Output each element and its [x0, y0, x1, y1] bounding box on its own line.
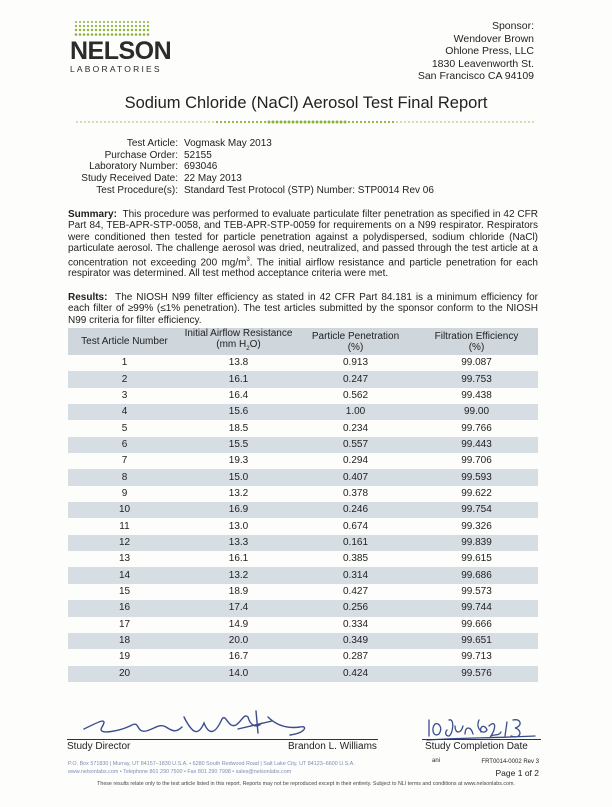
cell-airflow-resistance: 19.3	[228, 455, 249, 467]
sponsor-line: San Francisco CA 94109	[417, 70, 534, 83]
table-row	[68, 453, 538, 469]
header-filtration-efficiency: Filtration Efficiency (%)	[415, 328, 538, 355]
cell-airflow-resistance: 18.5	[228, 422, 249, 434]
summary-paragraph	[68, 209, 538, 280]
cell-test-article-number: 4	[68, 404, 181, 420]
cell-particle-penetration: 0.424	[296, 666, 415, 682]
cell-filtration-efficiency: 99.087	[461, 357, 492, 369]
director-signature-image	[80, 703, 310, 743]
cell-filtration-efficiency: 99.615	[461, 553, 492, 565]
cell-filtration-efficiency: 99.438	[461, 389, 492, 401]
header-test-article-number: Test Article Number	[68, 328, 181, 355]
results-table	[68, 328, 538, 682]
cell-airflow-resistance: 15.5	[181, 437, 296, 453]
sponsor-block	[418, 20, 534, 83]
cell-particle-penetration: 0.294	[342, 455, 369, 467]
info-row	[60, 173, 434, 185]
cell-airflow-resistance: 15.0	[181, 469, 296, 485]
table-row	[68, 535, 538, 551]
table-header-row	[68, 328, 538, 355]
completion-date-line	[422, 739, 541, 740]
table-row	[68, 371, 538, 387]
table-row	[68, 420, 538, 436]
sponsor-label: Sponsor:	[491, 20, 534, 32]
sponsor-line: Wendover Brown	[453, 32, 534, 45]
table-row	[68, 469, 538, 485]
cell-test-article-number: 18	[68, 633, 181, 649]
cell-filtration-efficiency: 99.766	[461, 422, 492, 434]
footer-address-line: P.O. Box 571830 | Murray, UT 84157–1830 U.S.A. • 6280 South Redwood Road | Salt Lake City, UT 84123–6600 U.S.A.	[68, 761, 355, 767]
table-row	[68, 502, 538, 518]
table-row	[68, 600, 538, 616]
footer-disclaimer: These results relate only to the test article listed in this report. Reports may not be reproduced except in their entirety. Subject to NLI terms and conditions at www.nelsonlabs.com.	[97, 781, 515, 787]
cell-airflow-resistance: 14.9	[228, 618, 249, 630]
cell-test-article-number: 6	[68, 437, 181, 453]
info-value: 52155	[184, 149, 212, 161]
report-title: Sodium Chloride (NaCl) Aerosol Test Final Report	[124, 94, 488, 112]
info-label: Study Received Date:	[81, 173, 178, 185]
cell-test-article-number: 19	[118, 651, 131, 663]
study-director-name: Brandon L. Williams	[288, 741, 377, 752]
cell-particle-penetration: 0.161	[296, 535, 415, 551]
study-director-label: Study Director	[67, 741, 131, 752]
info-row	[60, 138, 434, 150]
cell-filtration-efficiency: 99.622	[461, 487, 492, 499]
cell-filtration-efficiency: 99.839	[415, 535, 538, 551]
cell-test-article-number: 15	[118, 585, 131, 597]
cell-particle-penetration: 0.407	[296, 469, 415, 485]
results-text: The NIOSH N99 filter efficiency as stated in 42 CFR Part 84.181 is a minimum efficiency for each filter of ≥99% (≤1% penetration). The test articles submitted by the sponsor conform to the NIOSH N99 criteria for filter efficiency.	[68, 292, 538, 326]
page-number: Page 1 of 2	[495, 768, 539, 778]
cell-test-article-number: 14	[68, 567, 181, 583]
cell-filtration-efficiency: 99.573	[461, 585, 492, 597]
cell-airflow-resistance: 18.9	[228, 585, 249, 597]
cell-test-article-number: 8	[68, 469, 181, 485]
cell-test-article-number: 5	[121, 422, 128, 434]
summary-superscript: 3	[246, 256, 250, 263]
cell-particle-penetration: 0.247	[296, 371, 415, 387]
study-info	[60, 138, 434, 197]
table-row	[68, 584, 538, 600]
cell-particle-penetration: 0.557	[296, 437, 415, 453]
info-row	[60, 185, 434, 197]
cell-filtration-efficiency: 99.754	[415, 502, 538, 518]
cell-test-article-number: 12	[68, 535, 181, 551]
cell-test-article-number: 2	[68, 371, 181, 387]
cell-filtration-efficiency: 99.326	[461, 520, 492, 532]
cell-particle-penetration: 0.246	[296, 502, 415, 518]
table-row	[68, 437, 538, 453]
sponsor-line: Ohlone Press, LLC	[445, 45, 534, 58]
cell-filtration-efficiency: 99.443	[415, 437, 538, 453]
nelson-logo	[70, 20, 172, 80]
cell-airflow-resistance: 16.4	[228, 389, 249, 401]
info-value: Standard Test Protocol (STP) Number: STP0014 Rev 06	[184, 184, 434, 196]
cell-airflow-resistance: 13.8	[228, 357, 249, 369]
info-label: Test Procedure(s):	[96, 184, 178, 196]
table-row	[68, 486, 538, 502]
info-value: Vogmask May 2013	[184, 138, 272, 149]
cell-airflow-resistance: 15.6	[181, 404, 296, 420]
cell-test-article-number: 17	[118, 618, 131, 630]
cell-airflow-resistance: 16.7	[228, 651, 249, 663]
cell-airflow-resistance: 13.2	[228, 487, 249, 499]
cell-airflow-resistance: 13.3	[181, 535, 296, 551]
logo-dots-graphic	[72, 20, 152, 38]
title-dotted-divider	[75, 119, 537, 125]
logo-name: NELSON	[70, 37, 172, 65]
cell-test-article-number: 7	[121, 455, 128, 467]
info-label: Test Article:	[126, 138, 178, 149]
cell-airflow-resistance: 17.4	[181, 600, 296, 616]
table-row	[68, 388, 538, 404]
cell-filtration-efficiency: 99.686	[415, 567, 538, 583]
cell-airflow-resistance: 16.1	[181, 371, 296, 387]
table-row	[68, 518, 538, 534]
header-particle-penetration: Particle Penetration (%)	[296, 328, 415, 355]
cell-test-article-number: 1	[121, 357, 128, 369]
summary-text-end: . The initial airflow resistance and particle penetration for each respirator was determined. All test method acceptance criteria were met.	[68, 256, 538, 280]
sponsor-line: 1830 Leavenworth St.	[431, 57, 534, 70]
cell-particle-penetration: 0.314	[296, 567, 415, 583]
cell-particle-penetration: 0.385	[342, 553, 369, 565]
cell-particle-penetration: 0.378	[342, 487, 369, 499]
director-signature-line	[67, 739, 378, 740]
completion-date-handwriting	[425, 714, 540, 742]
cell-particle-penetration: 0.256	[296, 600, 415, 616]
cell-particle-penetration: 0.334	[342, 618, 369, 630]
cell-filtration-efficiency: 99.651	[415, 633, 538, 649]
table-row	[68, 355, 538, 371]
cell-particle-penetration: 0.562	[342, 389, 369, 401]
table-row	[68, 617, 538, 633]
cell-particle-penetration: 0.913	[342, 357, 369, 369]
cell-filtration-efficiency: 99.00	[415, 404, 538, 420]
form-number: FRT0014-0002 Rev 3	[481, 759, 539, 765]
cell-filtration-efficiency: 99.744	[415, 600, 538, 616]
table-row	[68, 633, 538, 649]
cell-particle-penetration: 0.674	[342, 520, 369, 532]
info-row	[60, 161, 434, 173]
cell-airflow-resistance: 20.0	[181, 633, 296, 649]
results-paragraph	[68, 292, 538, 326]
cell-test-article-number: 13	[118, 553, 131, 565]
summary-label: Summary:	[68, 209, 117, 220]
cell-filtration-efficiency: 99.593	[415, 469, 538, 485]
cell-airflow-resistance: 13.0	[228, 520, 249, 532]
info-row	[60, 150, 434, 162]
cell-particle-penetration: 0.427	[342, 585, 369, 597]
cell-airflow-resistance: 14.0	[181, 666, 296, 682]
info-label: Laboratory Number:	[89, 161, 178, 173]
cell-test-article-number: 9	[121, 487, 128, 499]
study-completion-date-label: Study Completion Date	[425, 741, 528, 752]
table-row	[68, 666, 538, 682]
table-row	[68, 404, 538, 420]
cell-filtration-efficiency: 99.666	[461, 618, 492, 630]
cell-particle-penetration: 1.00	[296, 404, 415, 420]
cell-test-article-number: 3	[121, 389, 128, 401]
cell-filtration-efficiency: 99.576	[415, 666, 538, 682]
header-airflow-resistance: Initial Airflow Resistance (mm $H_2O$)	[181, 328, 296, 355]
cell-filtration-efficiency: 99.713	[461, 651, 492, 663]
cell-test-article-number: 16	[68, 600, 181, 616]
summary-text: This procedure was performed to evaluate particulate filter penetration as specified in 42 CFR Part 84, TEB-APR-STP-0058, and TEB-APR-STP-0059 for requirements on a N99 respirator. Respirators were conditioned then tested for particle penetration against a polydispersed, sodium chloride (NaCl) particulate aerosol. The challenge aerosol was dried, neutralized, and passed through the test article at a concentration not exceeding 200 mg/m	[68, 209, 538, 268]
cell-test-article-number: 10	[68, 502, 181, 518]
footer-address	[68, 760, 355, 776]
cell-filtration-efficiency: 99.753	[415, 371, 538, 387]
cell-airflow-resistance: 13.2	[181, 567, 296, 583]
cell-airflow-resistance: 16.9	[181, 502, 296, 518]
info-value: 22 May 2013	[184, 173, 242, 185]
logo-subtitle: LABORATORIES	[70, 64, 162, 74]
table-row	[68, 649, 538, 665]
cell-airflow-resistance: 16.1	[228, 553, 249, 565]
cell-particle-penetration: 0.349	[296, 633, 415, 649]
results-label: Results:	[68, 292, 108, 303]
cell-filtration-efficiency: 99.706	[461, 455, 492, 467]
cell-test-article-number: 11	[119, 520, 130, 532]
info-value: 693046	[184, 161, 218, 173]
cell-particle-penetration: 0.234	[342, 422, 369, 434]
cell-particle-penetration: 0.287	[342, 651, 369, 663]
info-label: Purchase Order:	[104, 149, 178, 161]
preparer-initials: ani	[432, 758, 441, 764]
footer-contact-line: www.nelsonlabs.com • Telephone 801 290 7500 • Fax 801 290 7998 • sales@nelsonlabs.com	[68, 769, 292, 775]
table-row	[68, 567, 538, 583]
cell-test-article-number: 20	[68, 666, 181, 682]
table-row	[68, 551, 538, 567]
